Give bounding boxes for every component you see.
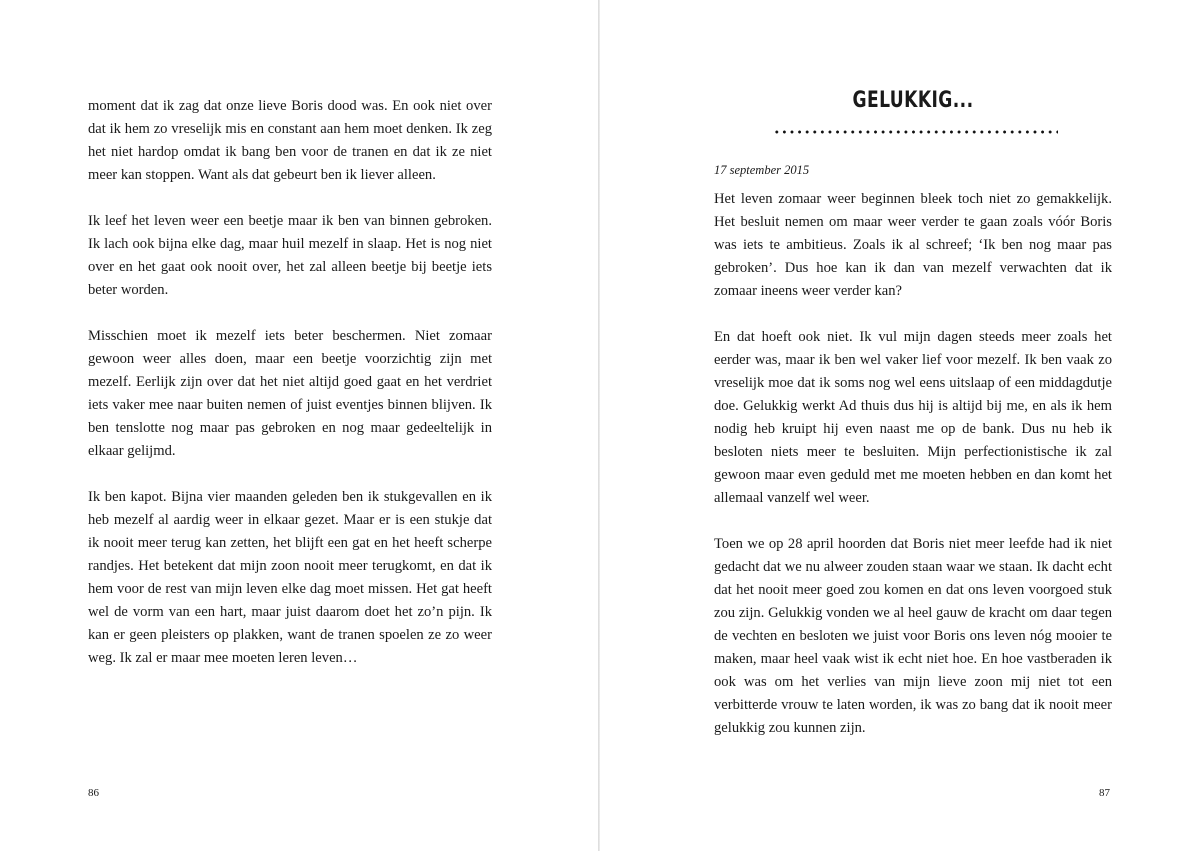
right-paragraph-3: Toen we op 28 april hoorden dat Boris niet meer leefde had ik niet gedacht dat we nu alweer zouden staan waar we staan. Ik dacht echt dat het nooit meer goed zou komen en dat ons leven voorgoed stuk zou zijn. Gelukkig vonden we al heel gauw de kracht om daar tegen de vechten en besloten we juist voor Boris ons leven nóg mooier te maken, maar heel vaak wist ik echt niet hoe. En hoe vastberaden ik ook was om het verlies van mijn lieve zoon mij niet tot een verbitterde vrouw te laten worden, ik was zo bang dat ik nooit meer gelukkig zou kunnen zijn. — [714, 536, 1112, 736]
left-paragraph-2: Ik leef het leven weer een beetje maar ik ben van binnen gebroken. Ik lach ook bijna elke dag, maar huil mezelf in slaap. Het is nog niet over en het gaat ook nooit over, het zal alleen beetje bij beetje iets beter worden. — [88, 213, 492, 298]
left-paragraph-1: moment dat ik zag dat onze lieve Boris dood was. En ook niet over dat ik hem zo vreselijk mis en constant aan hem moet denken. Ik zeg het niet hardop omdat ik bang ben voor de tranen en dat ik ze niet meer kan stoppen. Want als dat gebeurt ben ik liever alleen. — [88, 98, 492, 183]
right-page-body — [714, 188, 1112, 740]
left-page — [0, 0, 598, 851]
right-paragraph-2: En dat hoeft ook niet. Ik vul mijn dagen steeds meer zoals het eerder was, maar ik ben wel vaker lief voor mezelf. Ik ben vaak zo vreselijk moe dat ik soms nog wel eens uitslaap of een middagdutje doe. Gelukkig werkt Ad thuis dus hij is altijd bij me, en als ik hem nodig heb kruipt hij even naast me op de bank. Dus nu heb ik besloten niets meer te besluiten. Mijn perfectionistische ik zal gewoon maar even geduld met me moeten hebben en dan komt het allemaal vanzelf wel weer. — [714, 329, 1112, 506]
right-page-number: 87 — [1099, 787, 1110, 799]
left-paragraph-3: Misschien moet ik mezelf iets beter beschermen. Niet zomaar gewoon weer alles doen, maar een beetje voorzichtig zijn met mezelf. Eerlijk zijn over dat het niet altijd goed gaat en het verdriet iets vaker mee naar buiten nemen of juist eventjes binnen blijven. Ik ben tenslotte nog maar pas gebroken en nog maar gedeeltelijk in elkaar gelijmd. — [88, 328, 492, 459]
left-page-number: 86 — [88, 787, 99, 799]
left-page-body — [88, 95, 492, 670]
entry-date: 17 september 2015 — [714, 163, 810, 177]
right-page — [600, 0, 1200, 851]
chapter-title: GELUKKIG... — [852, 88, 974, 113]
left-paragraph-4: Ik ben kapot. Bijna vier maanden geleden ben ik stukgevallen en ik heb mezelf al aardig weer in elkaar gezet. Maar er is een stukje dat ik nooit meer terug kan zetten, het blijft een gat en het heeft scherpe randjes. Het betekent dat mijn zoon nooit meer terugkomt, en dat ik hem voor de rest van mijn leven elke dag moet missen. Het gat heeft wel de vorm van een hart, maar juist daarom doet het zo’n pijn. Ik kan er geen pleisters op plakken, want de tranen spoelen ze zo weer weg. Ik zal er maar mee moeten leren leven… — [88, 489, 492, 666]
title-dotted-divider — [773, 130, 1058, 134]
right-paragraph-1: Het leven zomaar weer beginnen bleek toch niet zo gemakkelijk. Het besluit nemen om maar weer verder te gaan zoals vóór Boris was iets te ambitieus. Zoals ik al schreef; ‘Ik ben nog maar pas gebroken’. Dus hoe kan ik dan van mezelf verwachten dat ik zomaar ineens weer verder kan? — [714, 191, 1112, 299]
